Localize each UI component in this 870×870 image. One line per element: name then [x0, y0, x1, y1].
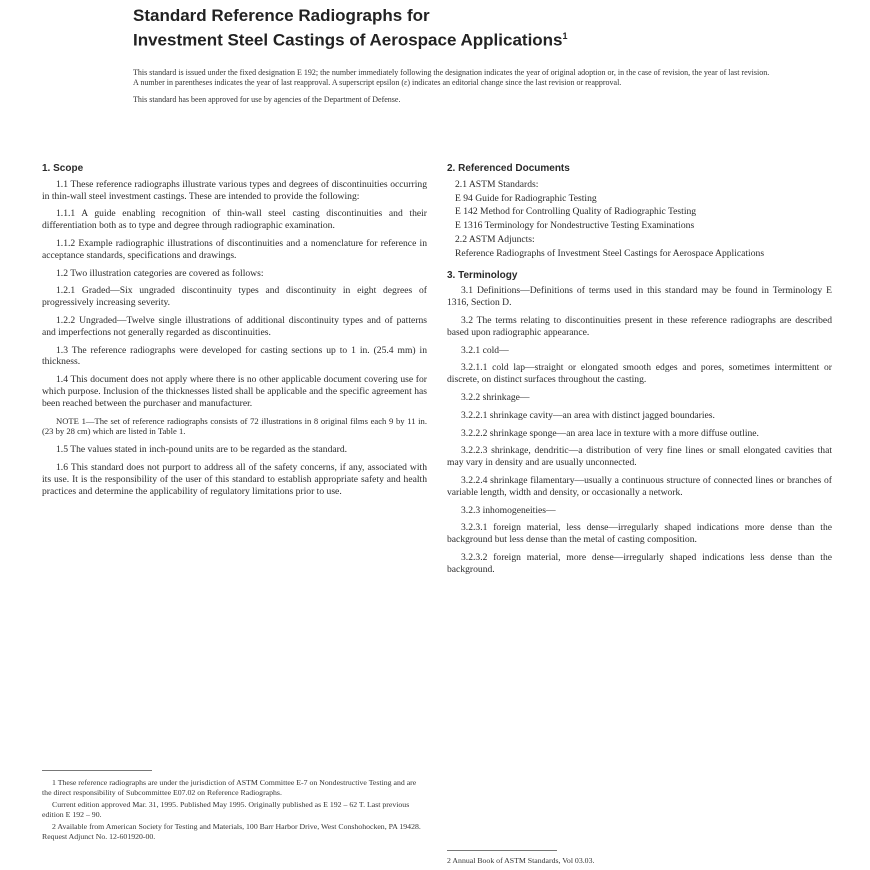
- scope-para: 1.5 The values stated in inch-pound units are to be regarded as the standard.: [56, 444, 348, 456]
- footnote: Current edition approved Mar. 31, 1995. Published May 1995. Originally published as E 192 – 62 T. Last previous edition E 192 – 90.: [42, 800, 410, 819]
- scope-para: 1.2.2 Ungraded—Twelve single illustrations of additional discontinuity types and of patterns and imperfections not generally regarded as discontinuities.: [42, 314, 427, 338]
- abstract-block: [133, 68, 773, 112]
- terminology-para: 3.1 Definitions—Definitions of terms used in this standard may be found in Terminology E 1316, Section D.: [447, 285, 832, 309]
- reference-item: Reference Radiographs of Investment Steel Castings for Aerospace Applications: [455, 247, 765, 259]
- terminology-para: 3.2.1.1 cold lap—straight or elongated smooth edges and pores, sometimes intermittent or discrete, on distinct surfaces throughout the casting.: [447, 362, 832, 386]
- section-heading-terminology: 3. Terminology: [447, 269, 518, 281]
- scope-para: 1.2 Two illustration categories are covered as follows:: [56, 267, 264, 279]
- footnote: 1 These reference radiographs are under the jurisdiction of ASTM Committee E-7 on Nondestructive Testing and are the direct responsibility of Subcommittee E07.02 on Reference Radiographs.: [42, 778, 417, 797]
- footnote-right: 2 Annual Book of ASTM Standards, Vol 03.03.: [447, 856, 595, 865]
- scope-para: 1.1.1 A guide enabling recognition of thin-wall steel casting discontinuities and their differentiation both as to type and degree through radiographic examination.: [42, 208, 427, 232]
- title-line-2: Investment Steel Castings of Aerospace Applications$^1$: [133, 30, 568, 50]
- footnote-rule-left: [42, 770, 152, 771]
- terminology-para: 3.2.2.2 shrinkage sponge—an area lace in texture with a more diffuse outline.: [461, 427, 759, 439]
- reference-item: E 1316 Terminology for Nondestructive Testing Examinations: [455, 220, 695, 232]
- scope-para: 1.1.2 Example radiographic illustrations of discontinuities and a nomenclature for reference in acceptance standards, specifications and drawings.: [42, 237, 427, 261]
- terminology-para: 3.2 The terms relating to discontinuities present in these reference radiographs are described based upon radiographic appearance.: [447, 314, 832, 338]
- scope-para: 1.3 The reference radiographs were developed for casting sections up to 1 in. (25.4 mm) in thickness.: [42, 344, 427, 368]
- title-line-1: Standard Reference Radiographs for: [133, 6, 430, 25]
- title-footnote-mark: 1: [562, 31, 568, 41]
- reference-item: 2.2 ASTM Adjuncts:: [455, 233, 535, 245]
- reference-item: 2.1 ASTM Standards:: [455, 178, 539, 190]
- abstract-para: This standard is issued under the fixed designation E 192; the number immediately following the designation indicates the year of original adoption or, in the case of revision, the year of last revision. A number in parentheses indicates the year of last reapproval. A superscript epsilon (ε) indicates an editorial change since the last revision or reapproval.: [133, 68, 770, 87]
- footnote-rule-right: [447, 850, 557, 851]
- terminology-para: 3.2.2.3 shrinkage, dendritic—a distribution of very fine lines or small elongated cavities that may vary in density and are usually unconnected.: [447, 445, 832, 469]
- document-title: [133, 6, 753, 51]
- footnote: 2 Available from American Society for Testing and Materials, 100 Barr Harbor Drive, West Conshohocken, PA 19428. Request Adjunct No. 12-601920-00.: [42, 822, 421, 841]
- scope-para: 1.1 These reference radiographs illustrate various types and degrees of discontinuities occurring in thin-wall steel investment castings. These are intended to provide the following:: [42, 178, 427, 202]
- terminology-para: 3.2.2 shrinkage—: [461, 391, 530, 403]
- reference-item: E 142 Method for Controlling Quality of Radiographic Testing: [455, 206, 697, 218]
- note-1: NOTE 1—The set of reference radiographs consists of 72 illustrations in 8 original films each 9 by 11 in. (23 by 28 cm) which are listed in Table 1.: [42, 415, 427, 436]
- left-column: [42, 163, 427, 504]
- scope-para: 1.4 This document does not apply where there is no other applicable document covering use for which purpose. Inclusion of the thicknesses listed shall be applicable and the specific agreement has been reached between the purchaser and manufacturer.: [42, 374, 427, 409]
- terminology-para: 3.2.3 inhomogeneities—: [461, 504, 556, 516]
- terminology-para: 3.2.3.1 foreign material, less dense—irregularly shaped indications more dense than the background but less dense than the metal of casting composition.: [447, 522, 832, 546]
- section-heading-scope: 1. Scope: [42, 163, 84, 174]
- footnotes-left: [42, 778, 427, 845]
- terminology-para: 3.2.2.1 shrinkage cavity—an area with distinct jagged boundaries.: [461, 409, 715, 421]
- terminology-para: 3.2.3.2 foreign material, more dense—irregularly shaped indications less dense than the background.: [447, 551, 832, 575]
- right-column: [447, 163, 832, 582]
- abstract-para: This standard has been approved for use by agencies of the Department of Defense.: [133, 95, 401, 104]
- reference-item: E 94 Guide for Radiographic Testing: [455, 192, 597, 204]
- terminology-para: 3.2.2.4 shrinkage filamentary—usually a continuous structure of connected lines or branches of variable length, width and density, or occasionally a network.: [447, 474, 832, 498]
- scope-para: 1.2.1 Graded—Six ungraded discontinuity types and discontinuity in eight degrees of progressively increasing severity.: [42, 285, 427, 309]
- terminology-para: 3.2.1 cold—: [461, 344, 509, 356]
- scope-para: 1.6 This standard does not purport to address all of the safety concerns, if any, associated with its use. It is the responsibility of the user of this standard to establish appropriate safety and health practices and determine the applicability of regulatory limitations prior to use.: [42, 462, 427, 497]
- section-heading-references: 2. Referenced Documents: [447, 163, 570, 174]
